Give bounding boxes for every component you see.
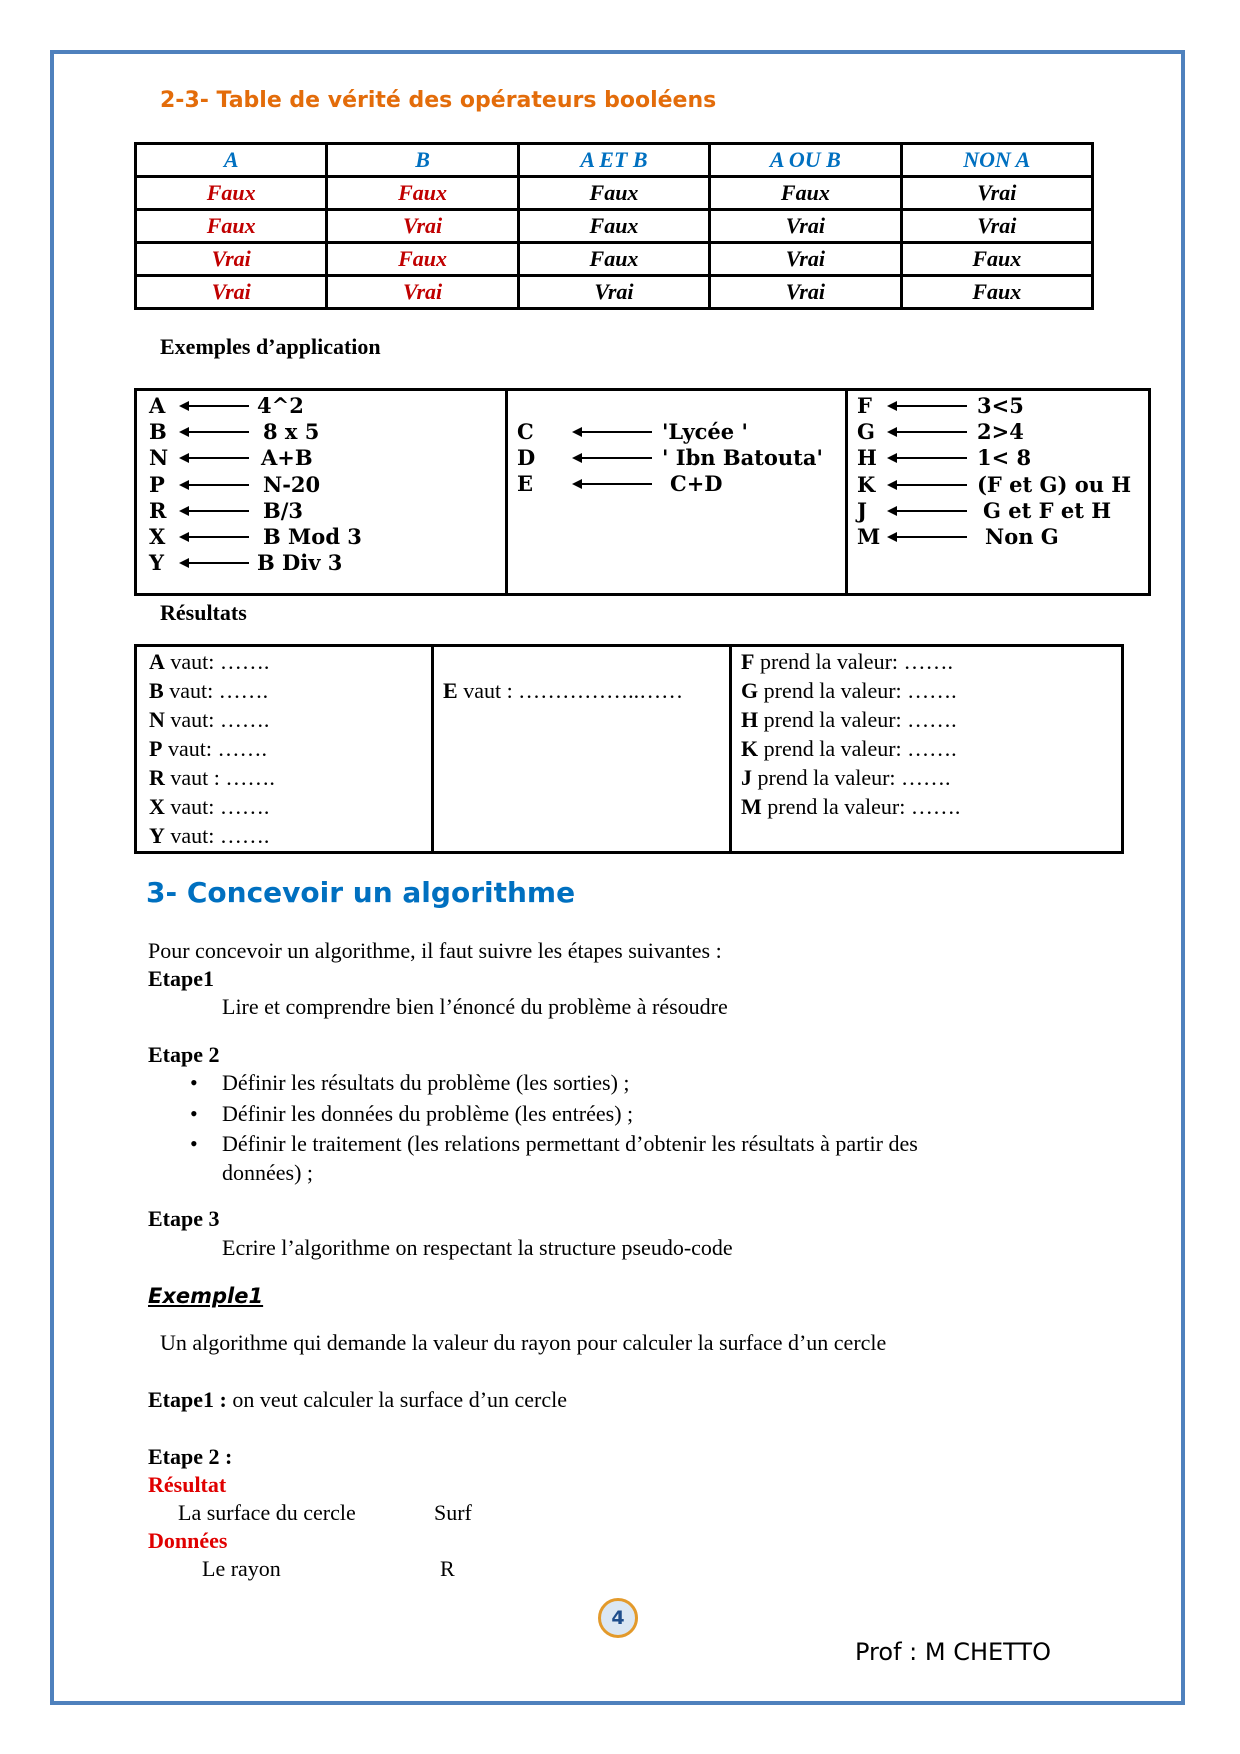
left-arrow-icon: [179, 448, 249, 468]
example-variable: Y: [149, 550, 164, 576]
result-line: [741, 707, 957, 733]
result-variable: X: [149, 794, 165, 819]
example-row: [857, 524, 1157, 552]
ex-etape1-label: Etape1 :: [148, 1387, 227, 1412]
result-text: vaut: …….: [163, 678, 269, 703]
example-variable: R: [149, 497, 167, 523]
example-expression: C+D: [670, 471, 723, 497]
example-expression: N-20: [263, 471, 321, 497]
example-row: [857, 393, 1157, 421]
example-expression: (F et G) ou H: [977, 471, 1132, 497]
example-expression: 3<5: [977, 393, 1024, 418]
donnees-variable: R: [440, 1556, 455, 1581]
example-expression: Non G: [985, 524, 1059, 549]
example-expression: 'Lycée ': [662, 419, 748, 444]
example-expression: 1< 8: [977, 445, 1032, 471]
result-text: vaut: …….: [164, 707, 270, 732]
result-variable: J: [741, 765, 752, 790]
result-variable: A: [149, 649, 165, 674]
example-expression: ' Ibn Batouta': [662, 445, 823, 471]
result-variable: R: [149, 765, 165, 790]
example-variable: N: [149, 445, 169, 471]
example-variable: M: [857, 524, 881, 549]
result-text: vaut: …….: [162, 736, 267, 761]
result-line: [149, 823, 269, 849]
result-text: prend la valeur: …….: [758, 678, 957, 703]
example-row: [149, 524, 499, 552]
result-line: [149, 707, 269, 733]
left-arrow-icon: [572, 448, 652, 468]
bullet-icon: •: [190, 1070, 198, 1095]
example-row: [857, 445, 1157, 473]
example-row: [857, 419, 1157, 447]
result-variable: G: [741, 678, 759, 703]
results-column-1: [137, 647, 434, 851]
example-expression: B Div 3: [257, 550, 343, 576]
table-cell: Vrai: [327, 276, 518, 309]
left-arrow-icon: [179, 475, 249, 495]
table-row: [136, 276, 1093, 309]
left-arrow-icon: [887, 448, 967, 468]
example-row: [149, 445, 499, 473]
result-variable: K: [741, 736, 759, 761]
example-row: [149, 498, 499, 526]
result-variable: Y: [149, 823, 165, 848]
example-variable: F: [857, 393, 872, 418]
table-cell: Vrai: [710, 276, 901, 309]
example-row: [149, 550, 499, 578]
table-cell: Vrai: [710, 210, 901, 243]
donnees-label: Données: [148, 1528, 228, 1553]
result-line: [443, 678, 683, 704]
etape3-text: Ecrire l’algorithme on respectant la structure pseudo-code: [222, 1235, 733, 1260]
bullet-icon: •: [190, 1101, 198, 1126]
left-arrow-icon: [179, 422, 249, 442]
result-variable: B: [149, 678, 164, 703]
result-variable: M: [741, 794, 762, 819]
results-title: Résultats: [160, 600, 247, 625]
etape2-label: Etape 2: [148, 1042, 220, 1067]
example-row: [857, 498, 1157, 526]
result-line: [149, 678, 268, 704]
left-arrow-icon: [179, 527, 249, 547]
result-line: [149, 736, 267, 762]
left-arrow-icon: [887, 422, 967, 442]
table-cell: Faux: [518, 177, 709, 210]
result-text: vaut : ……………..……: [457, 678, 684, 703]
example-variable: D: [517, 445, 536, 471]
table-row: [136, 177, 1093, 210]
table-cell: Vrai: [518, 276, 709, 309]
table-cell: Faux: [518, 243, 709, 276]
example-expression: A+B: [261, 445, 313, 471]
example-row: [149, 472, 499, 500]
example-expression: B Mod 3: [263, 524, 362, 549]
results-column-2: [431, 647, 732, 851]
header-cell: A: [136, 144, 327, 177]
header-cell: B: [327, 144, 518, 177]
result-variable: E: [443, 678, 458, 703]
header-cell: NON A: [901, 144, 1092, 177]
left-arrow-icon: [572, 422, 652, 442]
table-cell: Faux: [327, 177, 518, 210]
table-cell: Faux: [518, 210, 709, 243]
example-variable: X: [149, 524, 166, 549]
section-title: 3- Concevoir un algorithme: [146, 876, 576, 909]
example-variable: G: [857, 419, 875, 445]
result-line: [149, 649, 269, 675]
result-text: prend la valeur: …….: [761, 794, 961, 819]
table-cell: Faux: [710, 177, 901, 210]
result-variable: H: [741, 707, 759, 732]
example-variable: E: [517, 471, 534, 497]
table-cell: Faux: [901, 276, 1092, 309]
results-column-3: [729, 647, 1121, 851]
resultat-variable: Surf: [434, 1500, 472, 1525]
example-row: [149, 419, 499, 447]
left-arrow-icon: [887, 527, 967, 547]
truth-table: [134, 142, 1094, 310]
left-arrow-icon: [572, 474, 652, 494]
result-text: prend la valeur: …….: [758, 736, 957, 761]
result-line: [741, 678, 957, 704]
example-variable: C: [517, 419, 534, 444]
table-header-row: [136, 144, 1093, 177]
ex-etape1-text: on veut calculer la surface d’un cercle: [226, 1387, 568, 1412]
result-text: vaut: …….: [164, 794, 270, 819]
example-expression: 4^2: [257, 393, 304, 418]
example-expression: 2>4: [977, 419, 1024, 445]
table-cell: Vrai: [710, 243, 901, 276]
header-cell: A ET B: [518, 144, 709, 177]
result-text: vaut: …….: [164, 823, 270, 848]
table-cell: Vrai: [327, 210, 518, 243]
intro-text: Pour concevoir un algorithme, il faut suivre les étapes suivantes :: [148, 938, 722, 963]
left-arrow-icon: [887, 475, 967, 495]
resultat-description: La surface du cercle: [178, 1500, 356, 1525]
table-cell: Vrai: [136, 276, 327, 309]
result-line: [741, 765, 951, 791]
result-text: vaut: …….: [164, 649, 270, 674]
page-number: 4: [598, 1598, 638, 1638]
table-cell: Vrai: [901, 177, 1092, 210]
examples-column-3: [845, 391, 1148, 593]
example-row: [857, 472, 1157, 500]
example-variable: A: [149, 393, 166, 418]
result-line: [149, 765, 275, 791]
example-expression: B/3: [263, 497, 304, 523]
result-text: prend la valeur: …….: [754, 649, 954, 674]
result-text: prend la valeur: …….: [752, 765, 951, 790]
examples-column-1: [137, 391, 508, 593]
examples-title: Exemples d’application: [160, 334, 381, 359]
result-line: [149, 794, 269, 820]
bullet-text-continuation: données) ;: [222, 1160, 314, 1185]
etape3-label: Etape 3: [148, 1206, 220, 1231]
example-row: [517, 445, 837, 473]
table-row: [136, 210, 1093, 243]
author: Prof : M CHETTO: [855, 1638, 1051, 1666]
example-expression: G et F et H: [983, 497, 1112, 523]
bullet-text: Définir le traitement (les relations permettant d’obtenir les résultats à partir des: [222, 1131, 918, 1156]
example-variable: B: [149, 419, 167, 445]
table-cell: Faux: [136, 210, 327, 243]
result-text: prend la valeur: …….: [758, 707, 957, 732]
example-variable: K: [857, 471, 876, 497]
subtitle: 2-3- Table de vérité des opérateurs booléens: [160, 88, 717, 113]
ex-etape1: [148, 1387, 567, 1413]
left-arrow-icon: [179, 553, 249, 573]
result-variable: N: [149, 707, 165, 732]
example-row: [149, 393, 499, 421]
examples-column-2: [505, 391, 848, 593]
header-cell: A OU B: [710, 144, 901, 177]
results-box: [134, 644, 1124, 854]
exemple1-heading: Exemple1: [148, 1284, 264, 1308]
result-line: [741, 649, 953, 675]
table-cell: Vrai: [901, 210, 1092, 243]
bullet-icon: •: [190, 1131, 198, 1156]
result-line: [741, 794, 960, 820]
example-variable: P: [149, 471, 165, 497]
result-variable: P: [149, 736, 163, 761]
left-arrow-icon: [887, 501, 967, 521]
result-variable: F: [741, 649, 755, 674]
left-arrow-icon: [179, 396, 249, 416]
etape1-label: Etape1: [148, 966, 214, 991]
bullet-text: Définir les données du problème (les entrées) ;: [222, 1101, 634, 1126]
bullet-text: Définir les résultats du problème (les sorties) ;: [222, 1070, 630, 1095]
table-cell: Faux: [136, 177, 327, 210]
table-cell: Faux: [901, 243, 1092, 276]
donnees-description: Le rayon: [202, 1556, 281, 1581]
example-expression: 8 x 5: [263, 419, 320, 445]
example-row: [517, 471, 837, 499]
example-variable: J: [857, 497, 867, 523]
left-arrow-icon: [179, 501, 249, 521]
table-cell: Faux: [327, 243, 518, 276]
table-row: [136, 243, 1093, 276]
ex-etape2-label: Etape 2 :: [148, 1444, 233, 1469]
example-row: [517, 419, 837, 447]
result-line: [741, 736, 957, 762]
table-cell: Vrai: [136, 243, 327, 276]
etape1-text: Lire et comprendre bien l’énoncé du problème à résoudre: [222, 994, 728, 1019]
result-text: vaut : …….: [164, 765, 275, 790]
resultat-label: Résultat: [148, 1472, 227, 1497]
example-variable: H: [857, 445, 877, 471]
left-arrow-icon: [887, 396, 967, 416]
examples-box: [134, 388, 1151, 596]
exemple1-text: Un algorithme qui demande la valeur du rayon pour calculer la surface d’un cercle: [160, 1330, 887, 1355]
